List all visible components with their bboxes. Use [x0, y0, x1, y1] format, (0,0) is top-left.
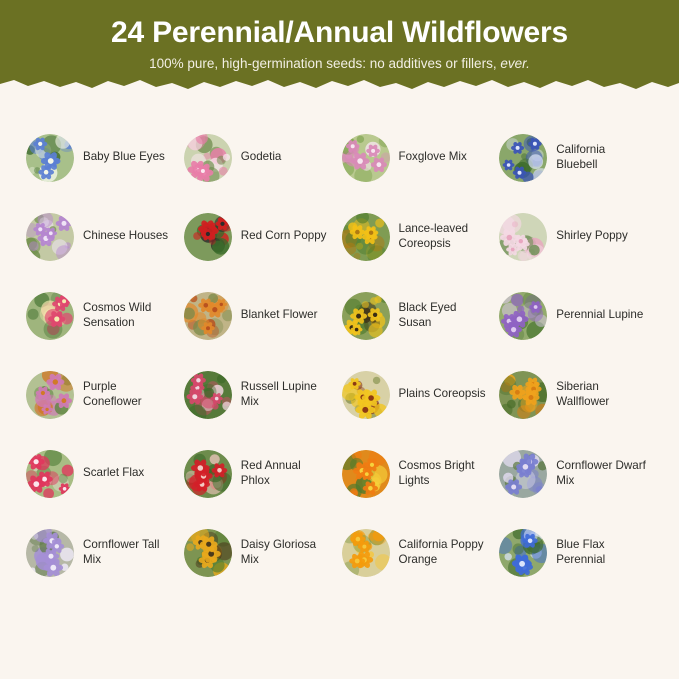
flower-photo-lance-leaved-coreopsis — [342, 213, 390, 261]
flower-name-label: Daisy Gloriosa Mix — [240, 538, 317, 566]
flower-photo-red-corn-poppy — [184, 213, 232, 261]
flower-item — [184, 118, 338, 197]
flower-name-label: Foxglove Mix — [398, 150, 467, 164]
flower-photo-california-poppy-orange — [342, 529, 390, 577]
flower-name-label: Siberian Wallflower — [556, 380, 610, 408]
page-subtitle — [0, 54, 679, 74]
flower-item — [26, 197, 180, 276]
flower-name-label: Cornflower Dwarf Mix — [556, 459, 646, 487]
flower-name-label: Cosmos Bright Lights — [398, 459, 475, 487]
flower-item — [342, 355, 496, 434]
page-title: 24 Perennial/Annual Wildflowers — [111, 16, 568, 49]
flower-photo-cornflower-tall-mix — [26, 529, 74, 577]
flower-grid — [0, 118, 679, 592]
flower-item — [26, 276, 180, 355]
flower-item — [26, 118, 180, 197]
flower-photo-cornflower-dwarf-mix — [499, 450, 547, 498]
flower-item — [184, 434, 338, 513]
flower-item — [499, 276, 653, 355]
flower-item — [26, 434, 180, 513]
flower-photo-daisy-gloriosa-mix — [184, 529, 232, 577]
flower-name-label: Purple Coneflower — [83, 380, 142, 408]
flower-photo-blanket-flower — [184, 292, 232, 340]
flower-item — [184, 197, 338, 276]
flower-name-label: Scarlet Flax — [83, 466, 145, 480]
flower-photo-blue-flax-perennial — [499, 529, 547, 577]
flower-item — [342, 197, 496, 276]
flower-name-label: Black Eyed Susan — [398, 301, 457, 329]
header-banner — [0, 0, 679, 96]
flower-name-label: Blanket Flower — [240, 308, 318, 322]
flower-name-label: Cosmos Wild Sensation — [83, 301, 152, 329]
flower-name-label: Cornflower Tall Mix — [83, 538, 160, 566]
flower-name-label: Plains Coreopsis — [398, 387, 486, 401]
flower-item — [342, 434, 496, 513]
flower-name-label: California Poppy Orange — [398, 538, 484, 566]
flower-photo-godetia — [184, 134, 232, 182]
flower-photo-baby-blue-eyes — [26, 134, 74, 182]
flower-name-label: Godetia — [240, 150, 282, 164]
flower-name-label: Russell Lupine Mix — [240, 380, 317, 408]
flower-name-label: Baby Blue Eyes — [83, 150, 165, 164]
flower-item — [499, 513, 653, 592]
flower-photo-california-bluebell — [499, 134, 547, 182]
flower-item — [26, 355, 180, 434]
flower-photo-chinese-houses — [26, 213, 74, 261]
flower-item — [184, 276, 338, 355]
flower-photo-foxglove-mix — [342, 134, 390, 182]
flower-photo-plains-coreopsis — [342, 371, 390, 419]
flower-name-label: Shirley Poppy — [556, 229, 628, 243]
flower-name-label: Red Annual Phlox — [240, 459, 301, 487]
flower-item — [342, 276, 496, 355]
flower-photo-shirley-poppy — [499, 213, 547, 261]
flower-name-label: Chinese Houses — [83, 229, 169, 243]
flower-name-label: Red Corn Poppy — [240, 229, 327, 243]
flower-item — [342, 118, 496, 197]
flower-photo-purple-coneflower — [26, 371, 74, 419]
flower-photo-red-annual-phlox — [184, 450, 232, 498]
flower-name-label: Blue Flax Perennial — [556, 538, 606, 566]
flower-item — [184, 355, 338, 434]
page-subtitle-main: 100% pure, high-germination seeds: no additives or fillers, — [149, 56, 497, 71]
flower-item — [499, 434, 653, 513]
page-subtitle-emphasis: ever. — [500, 56, 530, 71]
flower-name-label: Lance-leaved Coreopsis — [398, 222, 469, 250]
flower-item — [499, 118, 653, 197]
torn-paper-edge-icon — [0, 75, 679, 96]
flower-photo-siberian-wallflower — [499, 371, 547, 419]
flower-photo-russell-lupine-mix — [184, 371, 232, 419]
flower-name-label: California Bluebell — [556, 143, 606, 171]
flower-name-label: Perennial Lupine — [556, 308, 644, 322]
flower-item — [184, 513, 338, 592]
flower-photo-perennial-lupine — [499, 292, 547, 340]
flower-item — [342, 513, 496, 592]
flower-item — [499, 197, 653, 276]
flower-item — [26, 513, 180, 592]
flower-photo-black-eyed-susan — [342, 292, 390, 340]
flower-photo-cosmos-wild-sensation — [26, 292, 74, 340]
flower-item — [499, 355, 653, 434]
flower-photo-cosmos-bright-lights — [342, 450, 390, 498]
flower-photo-scarlet-flax — [26, 450, 74, 498]
